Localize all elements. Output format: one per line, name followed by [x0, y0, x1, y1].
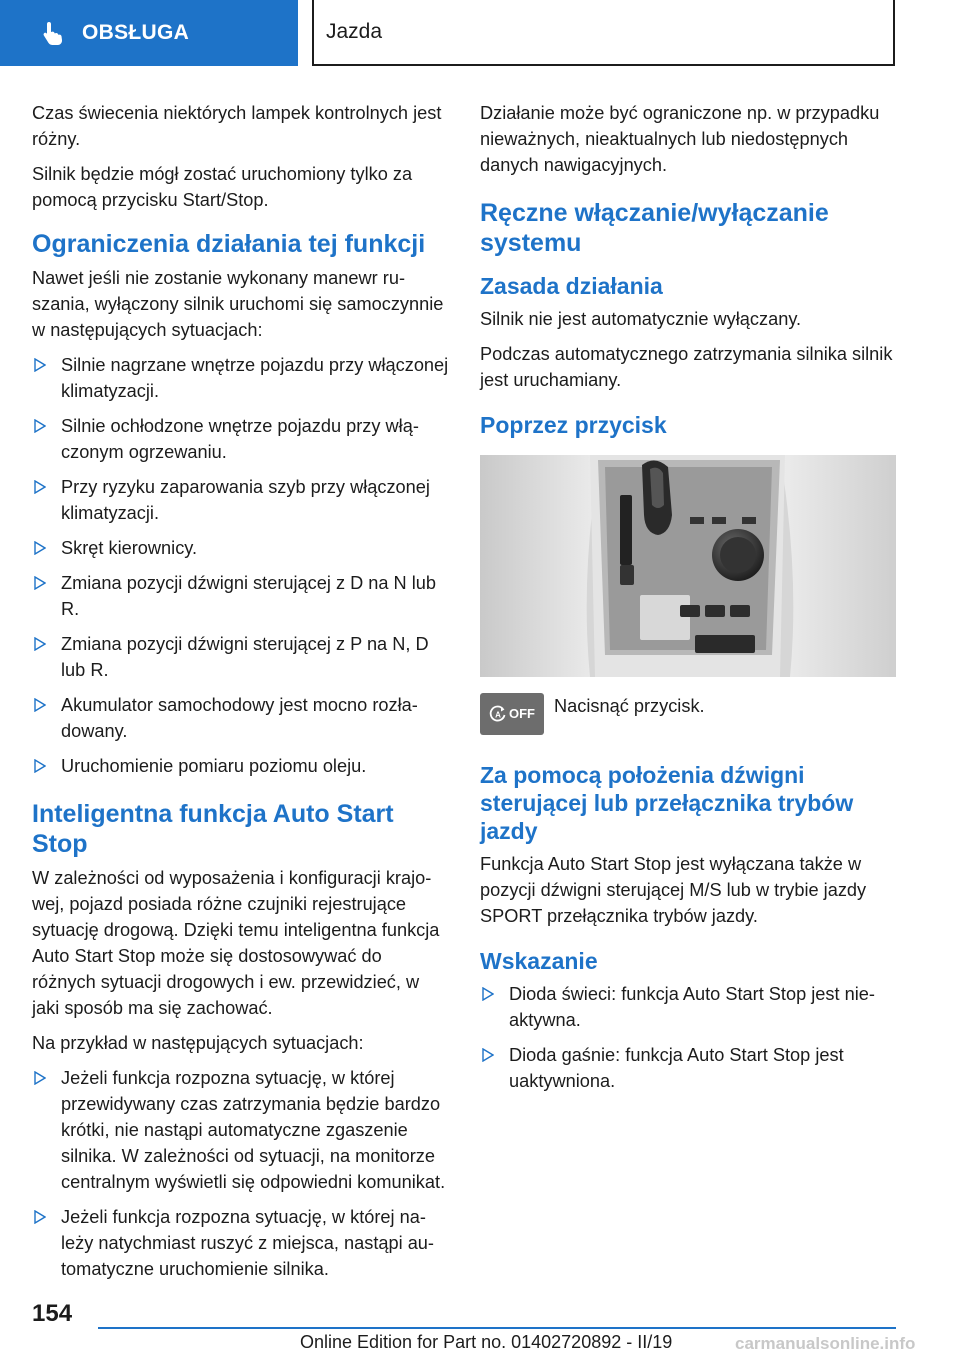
- list-item: Jeżeli funkcja rozpozna sytuację, w której należy natychmiast ruszyć z miejsca, nastąpi automatyczne uruchomienie silnika.: [32, 1204, 450, 1282]
- console-illustration: [480, 455, 896, 677]
- list-item: Zmiana pozycji dźwigni sterującej z D na N lub R.: [32, 570, 450, 622]
- heading-lever: Za pomocą położenia dźwigni sterującej lub przełącznika trybów jazdy: [480, 762, 854, 844]
- list-item: Zmiana pozycji dźwigni sterującej z P na N, D lub R.: [32, 631, 450, 683]
- bullet-list: [32, 1065, 450, 1282]
- triangle-bullet-icon: [34, 576, 46, 590]
- triangle-bullet-icon: [34, 480, 46, 494]
- list-item: Akumulator samochodowy jest mocno rozładowany.: [32, 692, 450, 744]
- chapter-label: Jazda: [326, 20, 383, 43]
- list-item: Silnie nagrzane wnętrze pojazdu przy włączonej klimatyzacji.: [32, 352, 450, 404]
- bullet-list: [480, 981, 898, 1094]
- paragraph: W zależności od wyposażenia i konfiguracji krajowej, pojazd posiada różne czujniki rejestrujące sytuację drogową. Dzięki temu inteligentna funkcja Auto Start Stop może się dostosowywać do różnych sytuacji drogowych i ew. przewidzieć, w jaki sposób ma się zachować.: [32, 868, 440, 1018]
- list-item: Przy ryzyku zaparowania szyb przy włączonej klimatyzacji.: [32, 474, 450, 526]
- paragraph: Na przykład w następujących sytuacjach:: [32, 1033, 364, 1053]
- triangle-bullet-icon: [482, 1048, 494, 1062]
- paragraph: Funkcja Auto Start Stop jest wyłączana także w pozycji dźwigni sterującej M/S lub w trybie jazdy SPORT przełącznika trybów jazdy.: [480, 854, 867, 926]
- watermark: carmanualsonline.info: [735, 1334, 916, 1353]
- heading-manual: Ręczne włączanie/wyłączanie systemu: [480, 199, 829, 257]
- section-tab: [0, 0, 298, 66]
- list-item: Silnie ochłodzone wnętrze pojazdu przy włączonym ogrzewaniu.: [32, 413, 450, 465]
- triangle-bullet-icon: [482, 987, 494, 1001]
- bullet-list: [32, 352, 450, 779]
- button-label: OFF: [509, 706, 535, 721]
- triangle-bullet-icon: [34, 541, 46, 555]
- auto-start-stop-off-button: [480, 693, 544, 735]
- chapter-box: [312, 0, 895, 66]
- paragraph: Silnik będzie mógł zostać uruchomiony tylko za pomocą przycisku Start/Stop.: [32, 164, 413, 210]
- heading-button: Poprzez przycisk: [480, 412, 667, 438]
- off-button-row: [480, 693, 898, 735]
- svg-text:A: A: [495, 710, 501, 720]
- heading-intelligent: Inteligentna funkcja Auto Start Stop: [32, 800, 394, 858]
- page-number: 154: [32, 1300, 73, 1327]
- section-label: OBSŁUGA: [82, 21, 190, 44]
- heading-principle: Zasada działania: [480, 273, 663, 299]
- triangle-bullet-icon: [34, 637, 46, 651]
- triangle-bullet-icon: [34, 358, 46, 372]
- list-item: Dioda świeci: funkcja Auto Start Stop jest nieaktywna.: [480, 981, 898, 1033]
- auto-start-stop-icon: [489, 705, 507, 723]
- hand-pointer-icon: [40, 20, 66, 46]
- triangle-bullet-icon: [34, 759, 46, 773]
- paragraph: Podczas automatycznego zatrzymania silnika silnik jest uruchamiany.: [480, 344, 893, 390]
- center-console-photo: [480, 455, 896, 677]
- triangle-bullet-icon: [34, 1210, 46, 1224]
- edition-text: Online Edition for Part no. 01402720892 - II/19: [300, 1332, 673, 1352]
- list-item: Uruchomienie pomiaru poziomu oleju.: [32, 753, 450, 779]
- paragraph: Czas świecenia niektórych lampek kontrolnych jest różny.: [32, 103, 442, 149]
- paragraph: Nacisnąć przycisk.: [554, 696, 705, 716]
- page-header: [0, 0, 960, 66]
- triangle-bullet-icon: [34, 1071, 46, 1085]
- triangle-bullet-icon: [34, 419, 46, 433]
- triangle-bullet-icon: [34, 698, 46, 712]
- heading-limits: Ograniczenia działania tej funkcji: [32, 230, 426, 258]
- right-column: [480, 100, 898, 1103]
- footer-divider: [98, 1327, 896, 1329]
- list-item: Dioda gaśnie: funkcja Auto Start Stop jest uaktywniona.: [480, 1042, 898, 1094]
- list-item: Skręt kierownicy.: [32, 535, 450, 561]
- paragraph: Silnik nie jest automatycznie wyłączany.: [480, 309, 802, 329]
- paragraph: Nawet jeśli nie zostanie wykonany manewr ruszania, wyłączony silnik uruchomi się samoczynnie w następujących sytuacjach:: [32, 268, 444, 340]
- list-item: Jeżeli funkcja rozpozna sytuację, w której przewidywany czas zatrzymania będzie bardzo krótki, nie nastąpi automatyczne zgaszenie silnika. W zależności od sytuacji, na monitorze centralnym wyświetli się odpowiedni komunikat.: [32, 1065, 450, 1195]
- paragraph: Działanie może być ograniczone np. w przypadku nieważnych, nieaktualnych lub niedostępnych danych nawigacyjnych.: [480, 103, 880, 175]
- left-column: [32, 100, 450, 1291]
- heading-indicator: Wskazanie: [480, 948, 598, 974]
